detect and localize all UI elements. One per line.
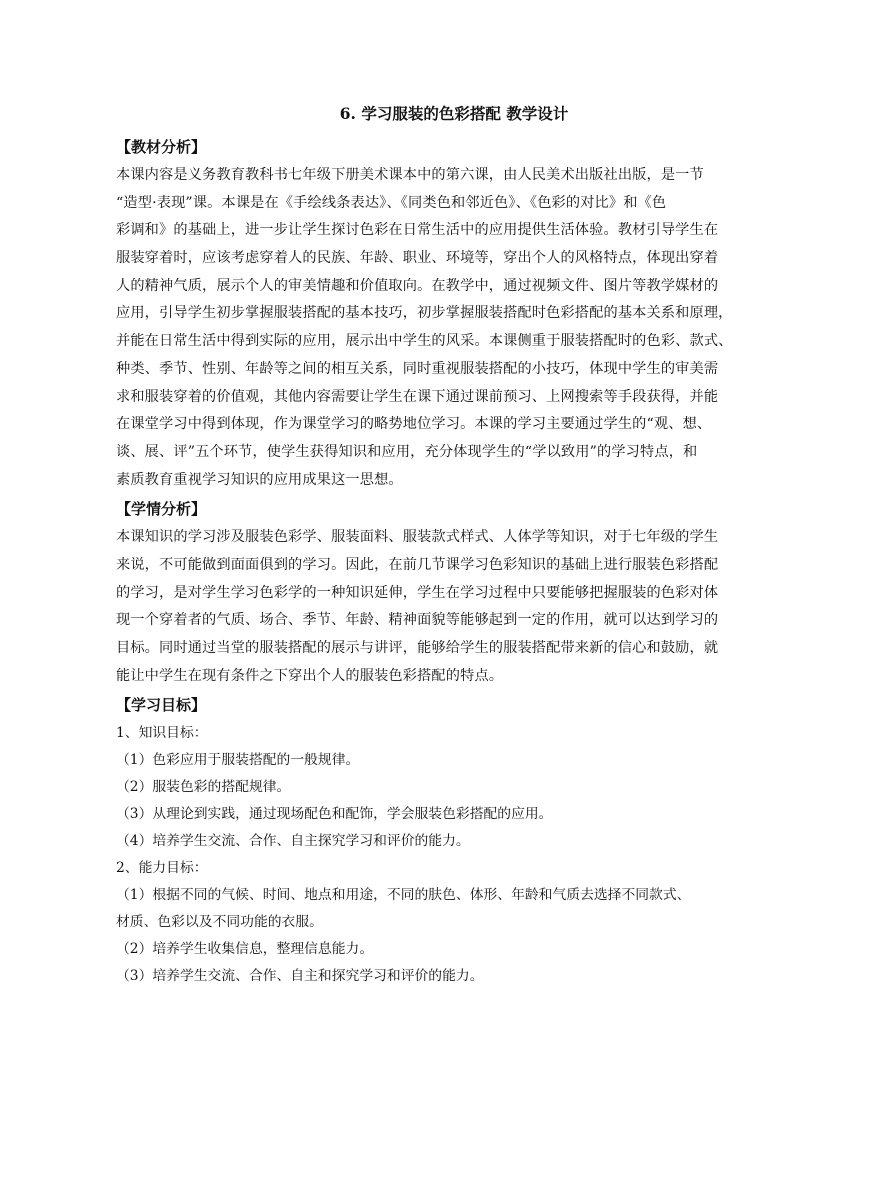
paragraph-line: 的学习，是对学生学习色彩学的一种知识延伸，学生在学习过程中只要能够把握服装的色彩对体 — [116, 584, 719, 601]
paragraph-line: 在课堂学习中得到体现，作为课堂学习的略势地位学习。本课的学习主要通过学生的“观、想、 — [116, 416, 712, 433]
document-page — [116, 96, 766, 990]
paragraph-line: 能让中学生在现有条件之下穿出个人的服装色彩搭配的特点。 — [116, 667, 504, 684]
paragraph-line: 彩调和》的基础上，进一步让学生探讨色彩在日常生活中的应用提供生活体验。教材引导学生在 — [116, 222, 719, 239]
paragraph-line: 谈、展、评”五个环节，使学生获得知识和应用，充分体现学生的“学以致用”的学习特点，和 — [116, 443, 698, 460]
paragraph-line: 服装穿着时，应该考虑穿着人的民族、年龄、职业、环境等，穿出个人的风格特点，体现出穿着 — [116, 250, 719, 267]
paragraph-line: 本课知识的学习涉及服装色彩学、服装面料、服装款式样式、人体学等知识，对于七年级的学生 — [116, 529, 719, 546]
paragraph-line: 应用，引导学生初步掌握服装搭配的基本技巧，初步掌握服装搭配时色彩搭配的基本关系和原理， — [116, 305, 733, 322]
paragraph-learner-analysis — [116, 524, 766, 690]
section-heading-learner-analysis: 【学情分析】 — [116, 500, 207, 519]
paragraph-line: 求和服装穿着的价值观，其他内容需要让学生在课下通过课前预习、上网搜索等手段获得，并能 — [116, 388, 719, 405]
paragraph-line: 本课内容是义务教育教科书七年级下册美术课本中的第六课，由人民美术出版社出版，是一节 — [116, 167, 704, 183]
goal-item: （2）培养学生收集信息，整理信息能力。 — [116, 941, 374, 958]
paragraph-line: 现一个穿着者的气质、场合、季节、年龄、精神面貌等能够起到一定的作用，就可以达到学习的 — [116, 612, 719, 629]
paragraph-line: “造型·表现”课。本课是在《手绘线条表达》、《同类色和邻近色》、《色彩的对比》和《色 — [116, 194, 667, 211]
paragraph-textbook-analysis — [116, 162, 766, 494]
paragraph-line: 并能在日常生活中得到实际的应用，展示出中学生的风采。本课侧重于服装搭配时的色彩、款式、 — [116, 333, 733, 350]
goal-item: （3）从理论到实践，通过现场配色和配饰，学会服装色彩搭配的应用。 — [116, 806, 553, 823]
goal-item: （3）培养学生交流、合作、自主和探究学习和评价的能力。 — [116, 968, 484, 985]
goal-item: （4）培养学生交流、合作、自主探究学习和评价的能力。 — [116, 833, 470, 850]
document-title: 6. 学习服装的色彩搭配 教学设计 — [339, 104, 569, 123]
goal-group-title-ability: 2、能力目标： — [116, 860, 208, 877]
goal-item: （2）服装色彩的搭配规律。 — [116, 779, 291, 796]
goal-group-title-knowledge: 1、知识目标： — [116, 725, 208, 742]
goal-item-continuation: 材质、色彩以及不同功能的衣服。 — [116, 914, 323, 931]
section-heading-learning-goals: 【学习目标】 — [116, 696, 207, 715]
paragraph-line: 素质教育重视学习知识的应用成果这一思想。 — [116, 471, 403, 488]
paragraph-line: 来说，不可能做到面面俱到的学习。因此，在前几节课学习色彩知识的基础上进行服装色彩搭配 — [116, 556, 719, 573]
paragraph-line: 人的精神气质，展示个人的审美情趣和价值取向。在教学中，通过视频文件、图片等教学媒材的 — [116, 277, 719, 294]
section-heading-textbook-analysis: 【教材分析】 — [116, 138, 207, 156]
paragraph-line: 种类、季节、性别、年龄等之间的相互关系，同时重视服装搭配的小技巧，体现中学生的审美需 — [116, 360, 719, 377]
goal-item: （1）色彩应用于服装搭配的一般规律。 — [116, 752, 360, 769]
paragraph-line: 目标。同时通过当堂的服装搭配的展示与讲评，能够给学生的服装搭配带来新的信心和鼓励，就 — [116, 640, 719, 656]
goal-item: （1）根据不同的气候、时间、地点和用途，不同的肤色、体形、年龄和气质去选择不同款式、 — [116, 887, 691, 904]
